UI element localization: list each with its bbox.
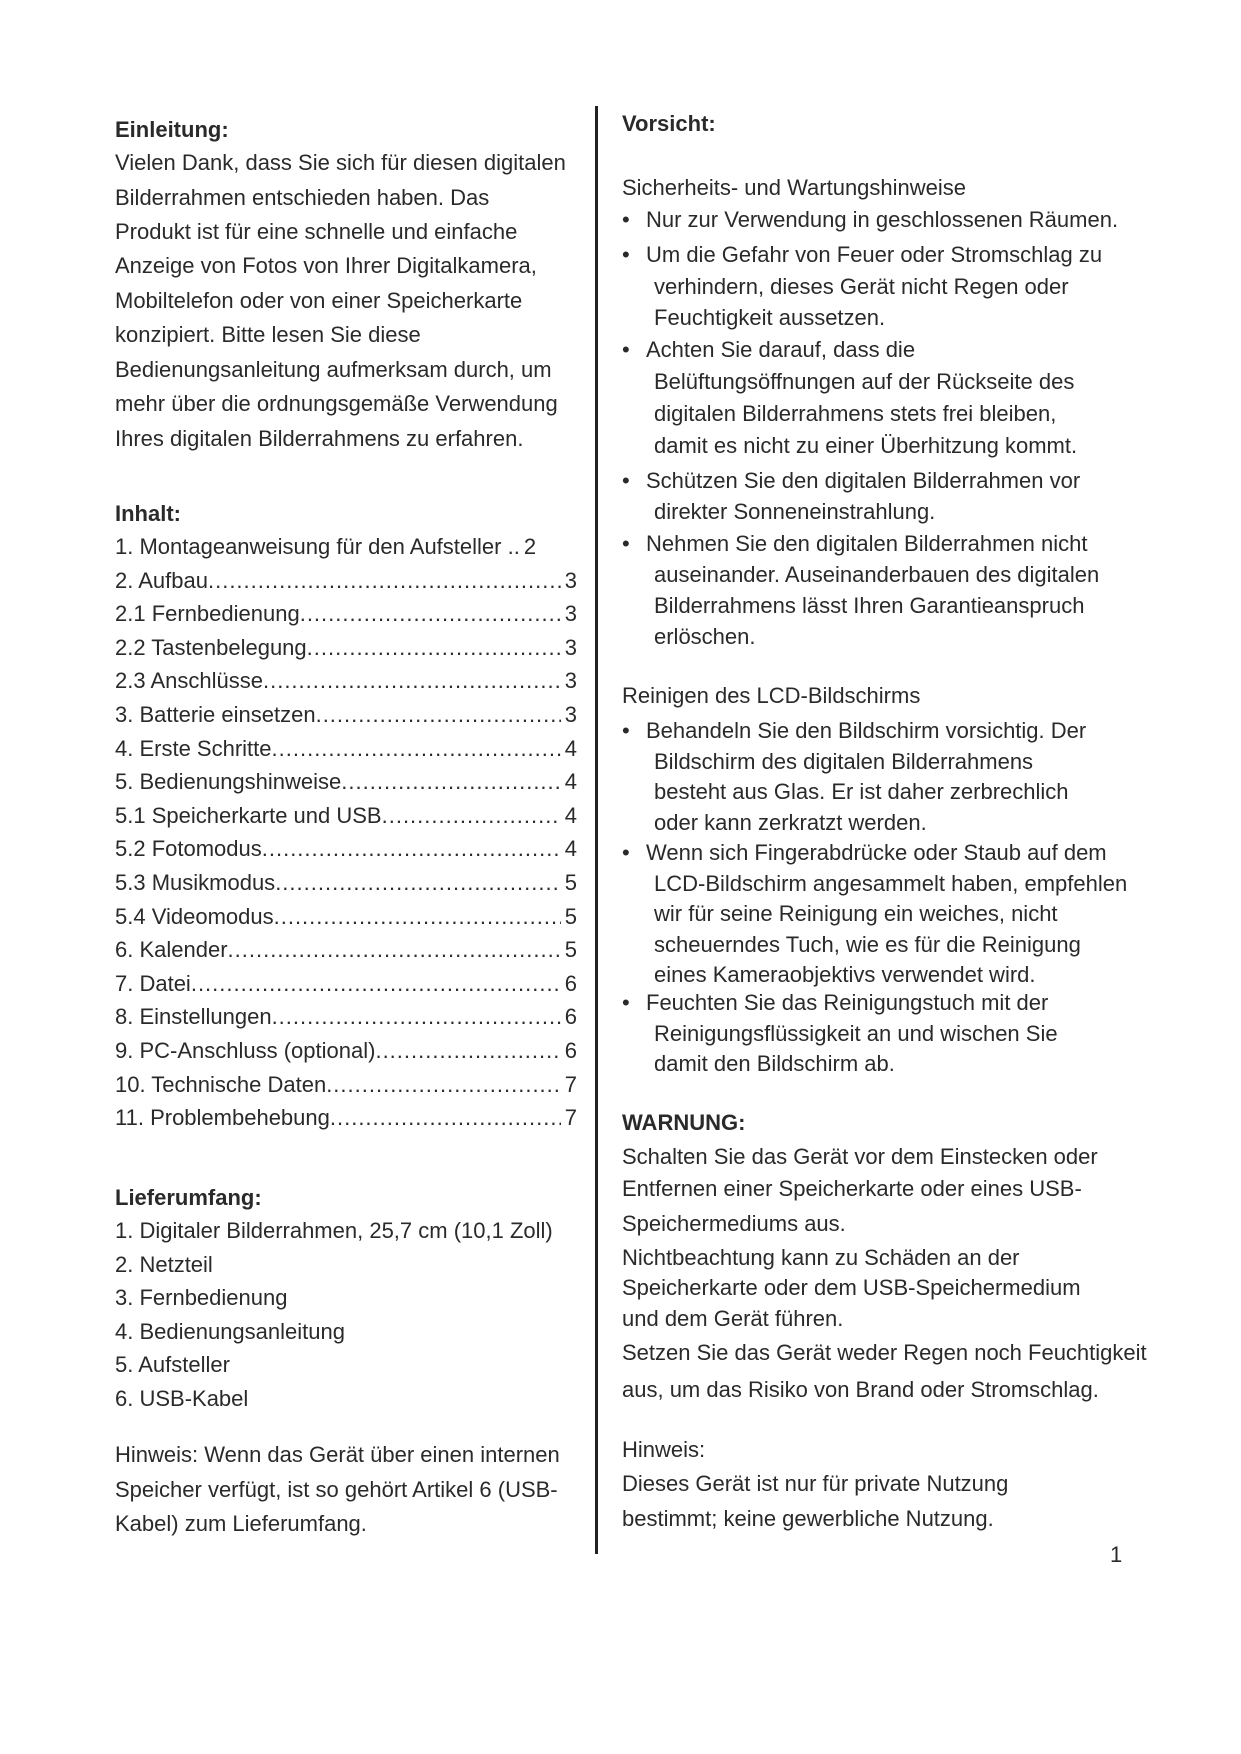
toc-entry-label: 1. Montageanweisung für den Aufsteller .. bbox=[115, 534, 520, 559]
toc-entry-page: 6 bbox=[564, 971, 577, 996]
bullet-text-line: Nur zur Verwendung in geschlossenen Räumen. bbox=[646, 207, 1119, 232]
warning-line: und dem Gerät führen. bbox=[622, 1306, 844, 1331]
toc-entry-page: 2 bbox=[523, 534, 537, 559]
toc-entry-label: 2.1 Fernbedienung bbox=[115, 601, 300, 626]
hint-title: Hinweis: bbox=[622, 1437, 706, 1462]
toc-entry-page: 4 bbox=[564, 803, 577, 828]
toc-entry-label: 7. Datei bbox=[115, 971, 191, 996]
bullet-text-line: eines Kameraobjektivs verwendet wird. bbox=[654, 962, 1036, 987]
toc-entry-label: 8. Einstellungen bbox=[115, 1004, 272, 1029]
bullet-text-line: digitalen Bilderrahmens stets frei bleiben, bbox=[654, 401, 1057, 426]
toc-entry bbox=[115, 702, 577, 728]
column-divider bbox=[595, 106, 598, 1554]
toc-entry-label: 11. Problembehebung bbox=[115, 1105, 330, 1130]
toc-entry-label: 4. Erste Schritte bbox=[115, 736, 272, 761]
warning-line: Schalten Sie das Gerät vor dem Einstecken oder bbox=[622, 1144, 1098, 1169]
toc-entry bbox=[115, 870, 577, 896]
note-line: Kabel) zum Lieferumfang. bbox=[115, 1511, 367, 1536]
bullet-text-line: damit den Bildschirm ab. bbox=[654, 1051, 895, 1076]
toc-entry-page: 6 bbox=[564, 1004, 577, 1029]
toc-leader-dots bbox=[341, 769, 560, 795]
bullet-icon: • bbox=[622, 207, 630, 232]
delivery-item: 1. Digitaler Bilderrahmen, 25,7 cm (10,1 Zoll) bbox=[115, 1218, 553, 1243]
toc-entry bbox=[115, 568, 577, 594]
toc-entry-label: 5.2 Fotomodus bbox=[115, 836, 262, 861]
bullet-text-line: damit es nicht zu einer Überhitzung kommt. bbox=[654, 433, 1078, 458]
toc-leader-dots bbox=[382, 803, 561, 829]
toc-leader-dots bbox=[272, 1004, 561, 1030]
toc-entry-page: 5 bbox=[564, 870, 577, 895]
bullet-text-line: oder kann zerkratzt werden. bbox=[654, 809, 927, 835]
bullet-icon: • bbox=[622, 718, 630, 743]
bullet-icon: • bbox=[622, 990, 630, 1015]
bullet-text-line: Schützen Sie den digitalen Bilderrahmen vor bbox=[646, 468, 1081, 493]
toc-entry-label: 5.1 Speicherkarte und USB bbox=[115, 803, 382, 828]
toc-entry bbox=[115, 836, 577, 862]
note-line: Hinweis: Wenn das Gerät über einen internen bbox=[115, 1442, 560, 1467]
bullet-text-line: auseinander. Auseinanderbauen des digitalen bbox=[654, 562, 1100, 587]
intro-heading: Einleitung: bbox=[115, 117, 229, 142]
toc-entry-label: 9. PC-Anschluss (optional) bbox=[115, 1038, 376, 1063]
toc-entry-page: 4 bbox=[564, 836, 577, 861]
toc-entry-page: 7 bbox=[564, 1072, 577, 1097]
toc-entry-label: 3. Batterie einsetzen bbox=[115, 702, 316, 727]
intro-line: Bedienungsanleitung aufmerksam durch, um bbox=[115, 357, 552, 382]
toc-entry bbox=[115, 1004, 577, 1030]
bullet-text-line: Reinigungsflüssigkeit an und wischen Sie bbox=[654, 1020, 1058, 1046]
warning-line: Setzen Sie das Gerät weder Regen noch Feuchtigkeit bbox=[622, 1340, 1147, 1365]
toc-entry bbox=[115, 937, 577, 963]
toc-leader-dots bbox=[326, 1072, 561, 1098]
toc-entry bbox=[115, 601, 577, 627]
toc-leader-dots bbox=[330, 1105, 561, 1131]
safety-title: Sicherheits- und Wartungshinweise bbox=[622, 175, 967, 200]
toc-entry bbox=[115, 534, 577, 560]
bullet-text-line: direkter Sonneneinstrahlung. bbox=[654, 499, 936, 524]
toc-entry-label: 2.3 Anschlüsse bbox=[115, 668, 263, 693]
intro-line: Vielen Dank, dass Sie sich für diesen digitalen bbox=[115, 150, 566, 175]
toc-entry-page: 3 bbox=[564, 601, 577, 626]
toc-entry-page: 4 bbox=[564, 769, 577, 794]
toc-entry-page: 6 bbox=[564, 1038, 577, 1063]
hint-line: Dieses Gerät ist nur für private Nutzung bbox=[622, 1471, 1009, 1496]
delivery-heading: Lieferumfang: bbox=[115, 1185, 262, 1210]
toc-leader-dots bbox=[263, 668, 561, 694]
toc-entry bbox=[115, 668, 577, 694]
toc-entry bbox=[115, 635, 577, 661]
page-number: 1 bbox=[1110, 1542, 1123, 1567]
bullet-text-line: erlöschen. bbox=[654, 624, 756, 649]
bullet-text-line: Um die Gefahr von Feuer oder Stromschlag zu bbox=[646, 242, 1103, 267]
bullet-text-line: Bilderrahmens lässt Ihren Garantieanspruch bbox=[654, 593, 1085, 618]
toc-entry-page: 3 bbox=[564, 668, 577, 693]
toc-leader-dots bbox=[300, 601, 561, 627]
intro-line: Mobiltelefon oder von einer Speicherkarte bbox=[115, 288, 523, 313]
bullet-icon: • bbox=[622, 242, 630, 267]
caution-heading: Vorsicht: bbox=[622, 111, 716, 136]
note-line: Speicher verfügt, ist so gehört Artikel 6 (USB- bbox=[115, 1477, 558, 1502]
bullet-text-line: Feuchten Sie das Reinigungstuch mit der bbox=[646, 990, 1049, 1015]
delivery-item: 3. Fernbedienung bbox=[115, 1285, 288, 1310]
bullet-icon: • bbox=[622, 840, 630, 865]
bullet-text-line: Feuchtigkeit aussetzen. bbox=[654, 305, 886, 330]
toc-leader-dots bbox=[316, 702, 561, 728]
bullet-icon: • bbox=[622, 468, 630, 493]
bullet-text-line: Nehmen Sie den digitalen Bilderrahmen nicht bbox=[646, 531, 1088, 556]
toc-entry-label: 5.3 Musikmodus bbox=[115, 870, 276, 895]
hint-line: bestimmt; keine gewerbliche Nutzung. bbox=[622, 1506, 994, 1531]
bullet-text-line: verhindern, dieses Gerät nicht Regen oder bbox=[654, 273, 1069, 299]
toc-entry-label: 5.4 Videomodus bbox=[115, 904, 274, 929]
toc-leader-dots bbox=[191, 971, 561, 997]
clean-title: Reinigen des LCD-Bildschirms bbox=[622, 683, 921, 708]
toc-entry bbox=[115, 904, 577, 930]
toc-entry-label: 6. Kalender bbox=[115, 937, 228, 962]
delivery-item: 6. USB-Kabel bbox=[115, 1386, 249, 1411]
warning-line: Nichtbeachtung kann zu Schäden an der bbox=[622, 1245, 1020, 1270]
intro-line: Bilderrahmen entschieden haben. Das bbox=[115, 185, 490, 210]
warning-line: Speicherkarte oder dem USB-Speichermedium bbox=[622, 1275, 1081, 1300]
toc-entry-label: 5. Bedienungshinweise bbox=[115, 769, 342, 794]
delivery-item: 5. Aufsteller bbox=[115, 1352, 230, 1377]
delivery-item: 4. Bedienungsanleitung bbox=[115, 1319, 345, 1344]
toc-entry-page: 3 bbox=[564, 702, 577, 727]
toc-entry-label: 2.2 Tastenbelegung bbox=[115, 635, 307, 660]
toc-leader-dots bbox=[375, 1038, 560, 1064]
warning-heading: WARNUNG: bbox=[622, 1110, 746, 1135]
toc-entry bbox=[115, 1072, 577, 1098]
bullet-text-line: Belüftungsöffnungen auf der Rückseite des bbox=[654, 369, 1075, 394]
toc-leader-dots bbox=[262, 836, 561, 862]
bullet-text-line: Wenn sich Fingerabdrücke oder Staub auf dem bbox=[646, 840, 1107, 865]
toc-leader-dots bbox=[272, 736, 561, 762]
toc-leader-dots bbox=[274, 904, 561, 930]
toc-entry-page: 5 bbox=[564, 937, 577, 962]
bullet-icon: • bbox=[622, 337, 630, 362]
delivery-item: 2. Netzteil bbox=[115, 1252, 213, 1277]
intro-line: konzipiert. Bitte lesen Sie diese bbox=[115, 322, 421, 347]
toc-entry bbox=[115, 971, 577, 997]
toc-entry-page: 4 bbox=[564, 736, 577, 761]
toc-entry-label: 2. Aufbau bbox=[115, 568, 208, 593]
toc-entry bbox=[115, 1038, 577, 1064]
bullet-text-line: scheuerndes Tuch, wie es für die Reinigung bbox=[654, 931, 1081, 957]
toc-leader-dots bbox=[208, 568, 561, 594]
toc-entry-page: 3 bbox=[564, 635, 577, 660]
toc-entry bbox=[115, 736, 577, 762]
warning-line: Entfernen einer Speicherkarte oder eines USB- bbox=[622, 1176, 1082, 1201]
toc-entry-page: 5 bbox=[564, 904, 577, 929]
bullet-text-line: Bildschirm des digitalen Bilderrahmens bbox=[654, 748, 1034, 774]
bullet-text-line: wir für seine Reinigung ein weiches, nicht bbox=[654, 901, 1058, 926]
toc-entry bbox=[115, 769, 577, 795]
bullet-text-line: Achten Sie darauf, dass die bbox=[646, 337, 916, 362]
toc-entry bbox=[115, 1105, 577, 1131]
contents-heading: Inhalt: bbox=[115, 501, 181, 526]
bullet-text-line: Behandeln Sie den Bildschirm vorsichtig. Der bbox=[646, 718, 1087, 743]
toc-leader-dots bbox=[307, 635, 561, 661]
bullet-text-line: besteht aus Glas. Er ist daher zerbrechlich bbox=[654, 779, 1069, 804]
toc-leader-dots bbox=[228, 937, 561, 963]
toc-entry bbox=[115, 803, 577, 829]
intro-line: mehr über die ordnungsgemäße Verwendung bbox=[115, 391, 558, 416]
intro-line: Produkt ist für eine schnelle und einfache bbox=[115, 219, 518, 244]
toc-entry-label: 10. Technische Daten bbox=[115, 1072, 327, 1097]
bullet-text-line: LCD-Bildschirm angesammelt haben, empfehlen bbox=[654, 870, 1128, 896]
toc-entry-page: 3 bbox=[564, 568, 577, 593]
warning-line: aus, um das Risiko von Brand oder Stromschlag. bbox=[622, 1377, 1099, 1402]
bullet-icon: • bbox=[622, 531, 630, 556]
intro-line: Anzeige von Fotos von Ihrer Digitalkamera, bbox=[115, 253, 537, 278]
warning-line: Speichermediums aus. bbox=[622, 1211, 846, 1236]
toc-entry-page: 7 bbox=[564, 1105, 577, 1130]
toc-leader-dots bbox=[275, 870, 561, 896]
intro-line: Ihres digitalen Bilderrahmens zu erfahren. bbox=[115, 426, 524, 451]
